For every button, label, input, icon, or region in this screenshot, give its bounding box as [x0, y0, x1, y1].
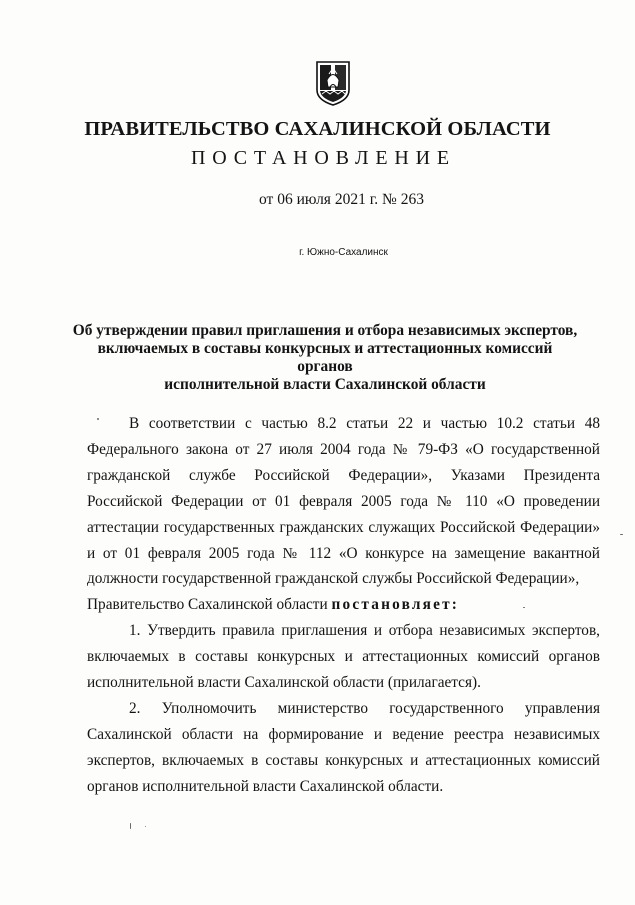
scan-speck [130, 823, 131, 829]
scan-speck [620, 534, 623, 535]
organization-title: ПРАВИТЕЛЬСТВО САХАЛИНСКОЙ ОБЛАСТИ [84, 118, 551, 140]
subject-line: включаемых в составы конкурсных и аттестационных комиссий органов [97, 340, 553, 375]
item-1-text: 1. Утвердить правила приглашения и отбора независимых экспертов, включаемых в составы конкурсных и аттестационных комиссий органов исполнительной власти Сахалинской области (прилагается). [87, 622, 600, 691]
document-subject [70, 322, 580, 394]
resolution-item-2 [87, 696, 600, 800]
scan-speck [145, 826, 146, 827]
subject-line: исполнительной власти Сахалинской области [164, 376, 486, 393]
document-date-number: от 06 июля 2021 г. № 263 [259, 191, 424, 208]
preamble-paragraph [87, 411, 600, 618]
scan-speck [523, 607, 525, 608]
enacting-subject: Правительство Сахалинской области [87, 596, 328, 614]
enacting-word: постановляет: [331, 596, 460, 614]
item-2-text: 2. Уполномочить министерство государственного управления Сахалинской области на формирование и ведение реестра независимых экспертов, включаемых в составы конкурсных и аттестационных комиссий органов исполнительной власти Сахалинской области. [87, 700, 600, 795]
preamble-text: В соответствии с частью 8.2 статьи 22 и частью 10.2 статьи 48 Федерального закона от 27 июля 2004 года № 79-ФЗ «О государственной гражданской службе Российской Федерации», Указами Президента Российской Федерации от 01 февраля 2005 года № 110 «О проведении аттестации государственных гражданских служащих Российской Федерации» и от 01 февраля 2005 года № 112 «О конкурсе на замещение вакантной должности государственной гражданской службы Российской Федерации», [87, 415, 600, 588]
resolution-item-1 [87, 618, 600, 696]
scan-speck [97, 418, 99, 420]
subject-line: Об утверждении правил приглашения и отбора независимых экспертов, [72, 322, 578, 339]
document-city: г. Южно-Сахалинск [299, 247, 388, 258]
sakhalin-coat-of-arms-icon [314, 60, 352, 106]
document-type: ПОСТАНОВЛЕНИЕ [191, 147, 456, 169]
